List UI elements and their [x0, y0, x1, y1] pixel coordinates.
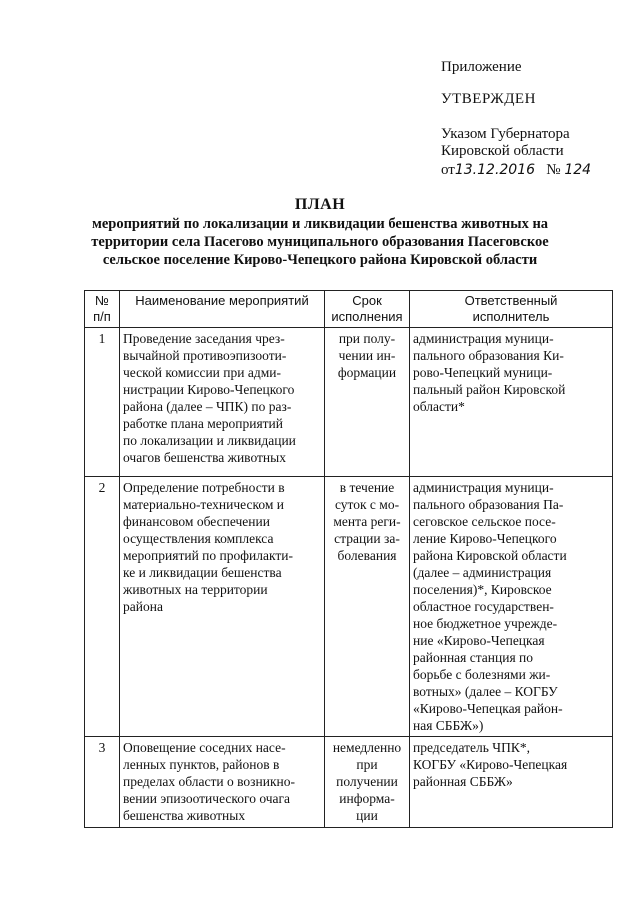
cell-name: Определение потребности в материально-техническом и финансовом обеспечении осуществления комплекса мероприятий по профилакти- ке и ликвидации бешенства животных на территории района	[120, 477, 325, 737]
cell-resp: председатель ЧПК*, КОГБУ «Кирово-Чепецкая районная СББЖ»	[410, 737, 613, 828]
table-header-row	[85, 291, 613, 328]
cell-term: при полу- чении ин- формации	[325, 328, 410, 477]
cell-resp: администрация муници- пального образования Па- сеговское сельское посе- ление Кирово-Чепецкого района Кировской области (далее – администрация поселения)*, Кировское областное государствен- ное бюджетное учрежде- ние «Кирово-Чепецкая районная станция по борьбе с болезнями жи- вотных» (далее – КОГБУ «Кирово-Чепецкая район- ная СББЖ»)	[410, 477, 613, 737]
header-name: Наименование мероприятий	[120, 291, 325, 328]
cell-num: 1	[85, 328, 120, 477]
cell-resp: администрация муници- пального образования Ки- рово-Чепецкий муници- пальный район Кировской области*	[410, 328, 613, 477]
plan-subtitle-line-3: сельское поселение Кирово-Чепецкого района Кировской области	[102, 252, 538, 268]
cell-name: Оповещение соседних насе- ленных пунктов, районов в пределах области о возникно- вении эпизоотического очага бешенства животных	[120, 737, 325, 828]
table-row	[85, 737, 613, 828]
decree-line-2: Кировской области	[441, 143, 564, 159]
plan-heading: ПЛАН	[294, 196, 346, 213]
handwritten-date: 13.12.2016	[454, 162, 536, 178]
plan-subtitle-line-2: территории села Пасегово муниципального образования Пасеговское	[91, 234, 549, 250]
table-row	[85, 328, 613, 477]
table-row	[85, 477, 613, 737]
header-term: Срок исполнения	[325, 291, 410, 328]
plan-table	[84, 290, 613, 828]
cell-num: 2	[85, 477, 120, 737]
number-prefix: №	[546, 162, 561, 178]
header-resp: Ответственный исполнитель	[410, 291, 613, 328]
handwritten-number: 124	[564, 162, 592, 178]
cell-num: 3	[85, 737, 120, 828]
appendix-label: Приложение	[441, 59, 522, 75]
date-prefix: от	[441, 162, 455, 178]
plan-subtitle-line-1: мероприятий по локализации и ликвидации бешенства животных на	[91, 216, 549, 232]
cell-term: в течение суток с мо- мента реги- страции за- болевания	[325, 477, 410, 737]
cell-term: немедленно при получении информа- ции	[325, 737, 410, 828]
decree-line-1: Указом Губернатора	[441, 126, 570, 142]
decree-date-line	[441, 161, 591, 179]
cell-name: Проведение заседания чрез- вычайной противоэпизооти- ческой комиссии при адми- нистрации Кирово-Чепецкого района (далее – ЧПК) по раз- работке плана мероприятий по локализации и ликвидации очагов бешенства животных	[120, 328, 325, 477]
header-num: № п/п	[85, 291, 120, 328]
approved-label: УТВЕРЖДЕН	[441, 91, 536, 107]
